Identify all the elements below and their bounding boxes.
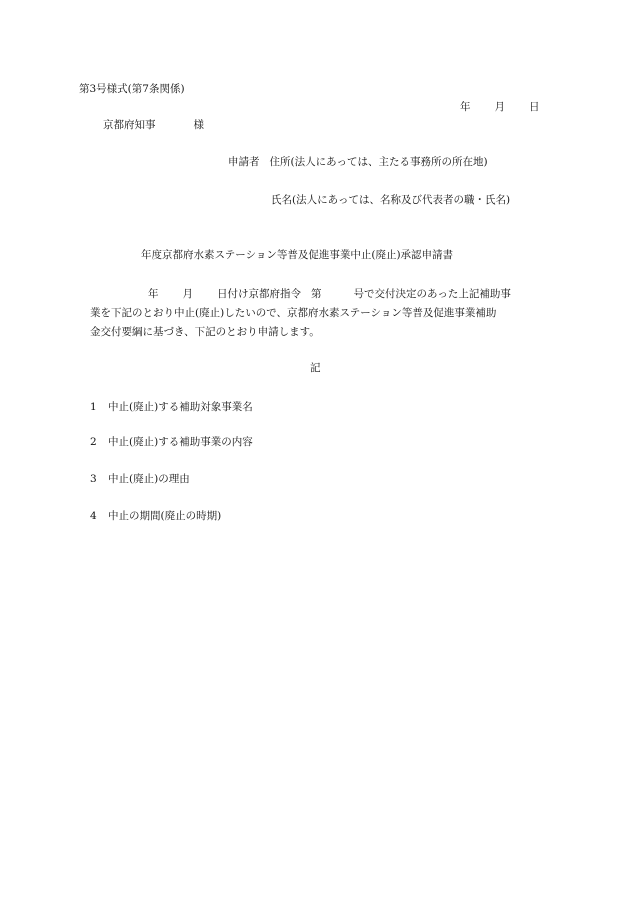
addressee-name: 京都府知事 [103, 119, 156, 131]
body-line-2: 業を下記のとおり中止(廃止)したいので、京都府水素ステーション等普及促進事業補助 [90, 307, 497, 319]
list-item-text: 中止(廃止)する補助事業の内容 [108, 436, 253, 448]
form-number: 第3号様式(第7条関係) [79, 83, 185, 95]
list-item-text: 中止(廃止)する補助対象事業名 [108, 401, 253, 413]
list-item-number: 1 [90, 401, 97, 413]
ki-heading: 記 [310, 362, 321, 374]
applicant-address-label: 住所(法人にあっては、主たる事務所の所在地) [269, 156, 488, 168]
addressee-honorific: 様 [193, 119, 204, 131]
date-year: 年 [460, 101, 471, 113]
date-month: 月 [494, 101, 505, 113]
body-rest-line1: 号で交付決定のあった上記補助事 [353, 288, 511, 300]
body-year: 年 [148, 288, 159, 300]
applicant-name-label: 氏名(法人にあっては、名称及び代表者の職・氏名) [271, 194, 511, 206]
body-line-1 [90, 285, 580, 304]
list-item-number: 3 [90, 473, 97, 485]
body-line-3: 金交付要綱に基づき、下記のとおり申請します。 [90, 326, 320, 338]
applicant-label: 申請者 [228, 156, 260, 168]
date-day: 日 [529, 101, 540, 113]
addressee [103, 118, 204, 132]
list-item-3 [90, 472, 190, 486]
list-item-text: 中止(廃止)の理由 [108, 473, 190, 485]
list-item-4 [90, 509, 221, 523]
body-month: 月 [182, 288, 193, 300]
list-item-2 [90, 435, 253, 449]
body-dai: 第 [311, 288, 322, 300]
body-day-ref: 日付け京都府指令 [217, 288, 301, 300]
document-title: 年度京都府水素ステーション等普及促進事業中止(廃止)承認申請書 [141, 249, 454, 261]
body-paragraph [90, 285, 580, 342]
applicant-address-line [228, 155, 488, 169]
list-item-text: 中止の期間(廃止の時期) [108, 510, 222, 522]
list-item-number: 2 [90, 436, 97, 448]
list-item-1 [90, 400, 253, 414]
list-item-number: 4 [90, 510, 97, 522]
date-line [460, 100, 540, 114]
